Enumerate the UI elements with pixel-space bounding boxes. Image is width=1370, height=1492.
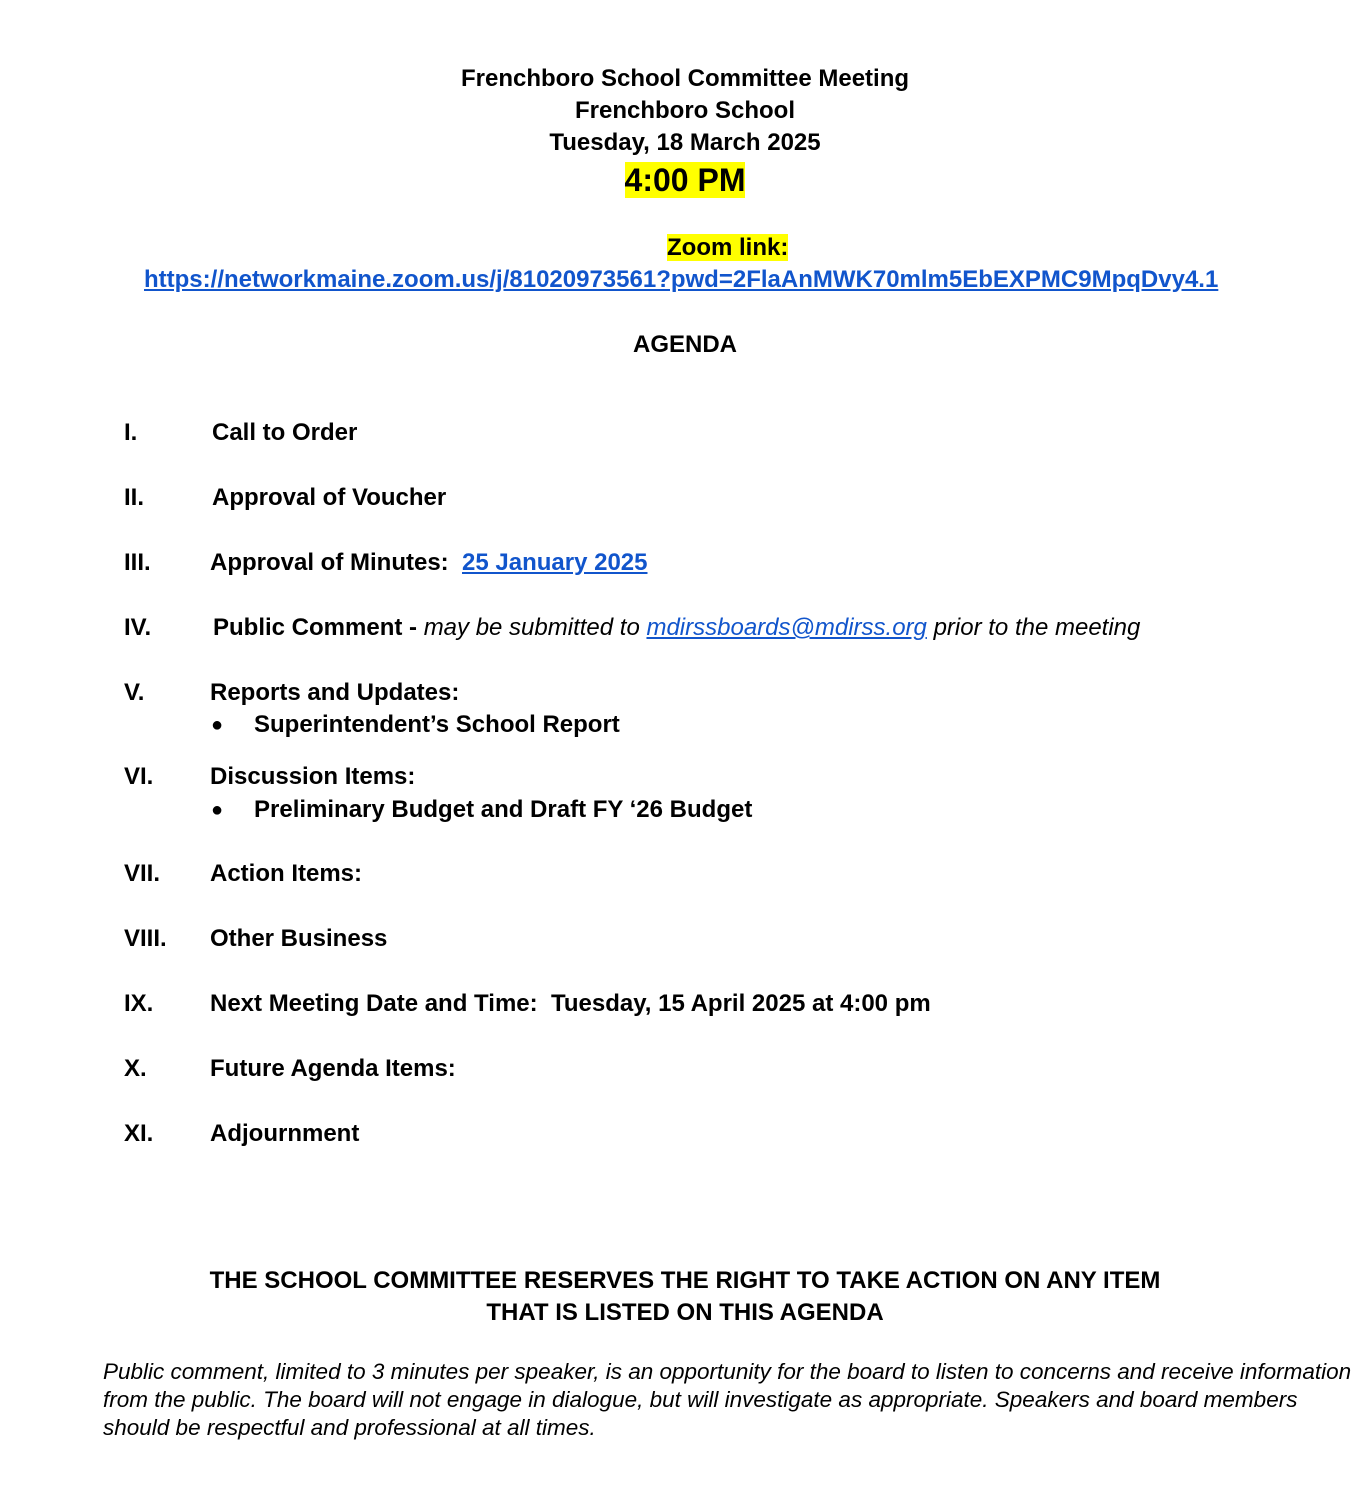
item-label: Adjournment	[210, 1120, 360, 1147]
meeting-location: Frenchboro School	[574, 97, 795, 124]
zoom-label: Zoom link:	[667, 234, 789, 261]
public-comment-note-end: prior to the meeting	[933, 614, 1141, 641]
bullet-icon: ●	[211, 714, 224, 736]
zoom-link-block	[144, 264, 1218, 296]
bullet-icon: ●	[211, 799, 224, 821]
item-numeral: VII.	[124, 860, 161, 887]
meeting-title: Frenchboro School Committee Meeting	[460, 65, 910, 92]
item-numeral: IX.	[124, 990, 154, 1017]
item-label: Approval of Voucher	[212, 484, 447, 511]
bullet-item: Superintendent’s School Report	[254, 711, 620, 738]
next-meeting-value: Tuesday, 15 April 2025 at 4:00 pm	[550, 990, 931, 1017]
notice-line-2: THAT IS LISTED ON THIS AGENDA	[486, 1299, 884, 1326]
meeting-time-block	[0, 160, 1370, 200]
item-numeral: VIII.	[124, 925, 167, 952]
public-comment-note: may be submitted to	[423, 614, 640, 641]
item-numeral: I.	[124, 419, 138, 446]
item-label: Next Meeting Date and Time:	[210, 990, 538, 1017]
item-label: Approval of Minutes:	[210, 549, 449, 576]
notice-line-1: THE SCHOOL COMMITTEE RESERVES THE RIGHT TO TAKE ACTION ON ANY ITEM	[209, 1267, 1161, 1294]
item-label: Discussion Items:	[210, 763, 416, 790]
item-label: Future Agenda Items:	[210, 1055, 456, 1082]
meeting-date: Tuesday, 18 March 2025	[549, 129, 821, 156]
item-numeral: X.	[124, 1055, 147, 1082]
item-numeral: IV.	[124, 614, 152, 641]
zoom-link[interactable]: https://networkmaine.zoom.us/j/81020973561?pwd=2FlaAnMWK70mlm5EbEXPMC9MpqDvy4.1	[144, 266, 1219, 293]
public-comment-policy: Public comment, limited to 3 minutes per speaker, is an opportunity for the board to listen to concerns and receive information from the public. The board will not engage in dialogue, but will investigate as appropriate. Speakers and board members should be respectful and professional at all times.	[103, 1359, 1352, 1440]
agenda-item-next-meeting	[210, 988, 931, 1020]
item-label: Reports and Updates:	[210, 679, 460, 706]
minutes-link[interactable]: 25 January 2025	[462, 549, 648, 576]
item-label: Public Comment -	[213, 614, 418, 641]
zoom-label-block	[667, 232, 788, 264]
item-label: Call to Order	[212, 419, 358, 446]
item-label: Other Business	[210, 925, 388, 952]
item-label: Action Items:	[210, 860, 363, 887]
agenda-item-public-comment	[213, 612, 1140, 644]
bullet-item: Preliminary Budget and Draft FY ‘26 Budget	[254, 796, 753, 823]
item-numeral: III.	[124, 549, 151, 576]
agenda-item-minutes	[210, 547, 648, 579]
agenda-heading: AGENDA	[632, 331, 737, 358]
item-numeral: XI.	[124, 1120, 154, 1147]
meeting-time: 4:00 PM	[624, 162, 746, 198]
item-numeral: VI.	[124, 763, 154, 790]
item-numeral: V.	[124, 679, 145, 706]
email-link[interactable]: mdirssboards@mdirss.org	[646, 614, 927, 641]
item-numeral: II.	[124, 484, 145, 511]
